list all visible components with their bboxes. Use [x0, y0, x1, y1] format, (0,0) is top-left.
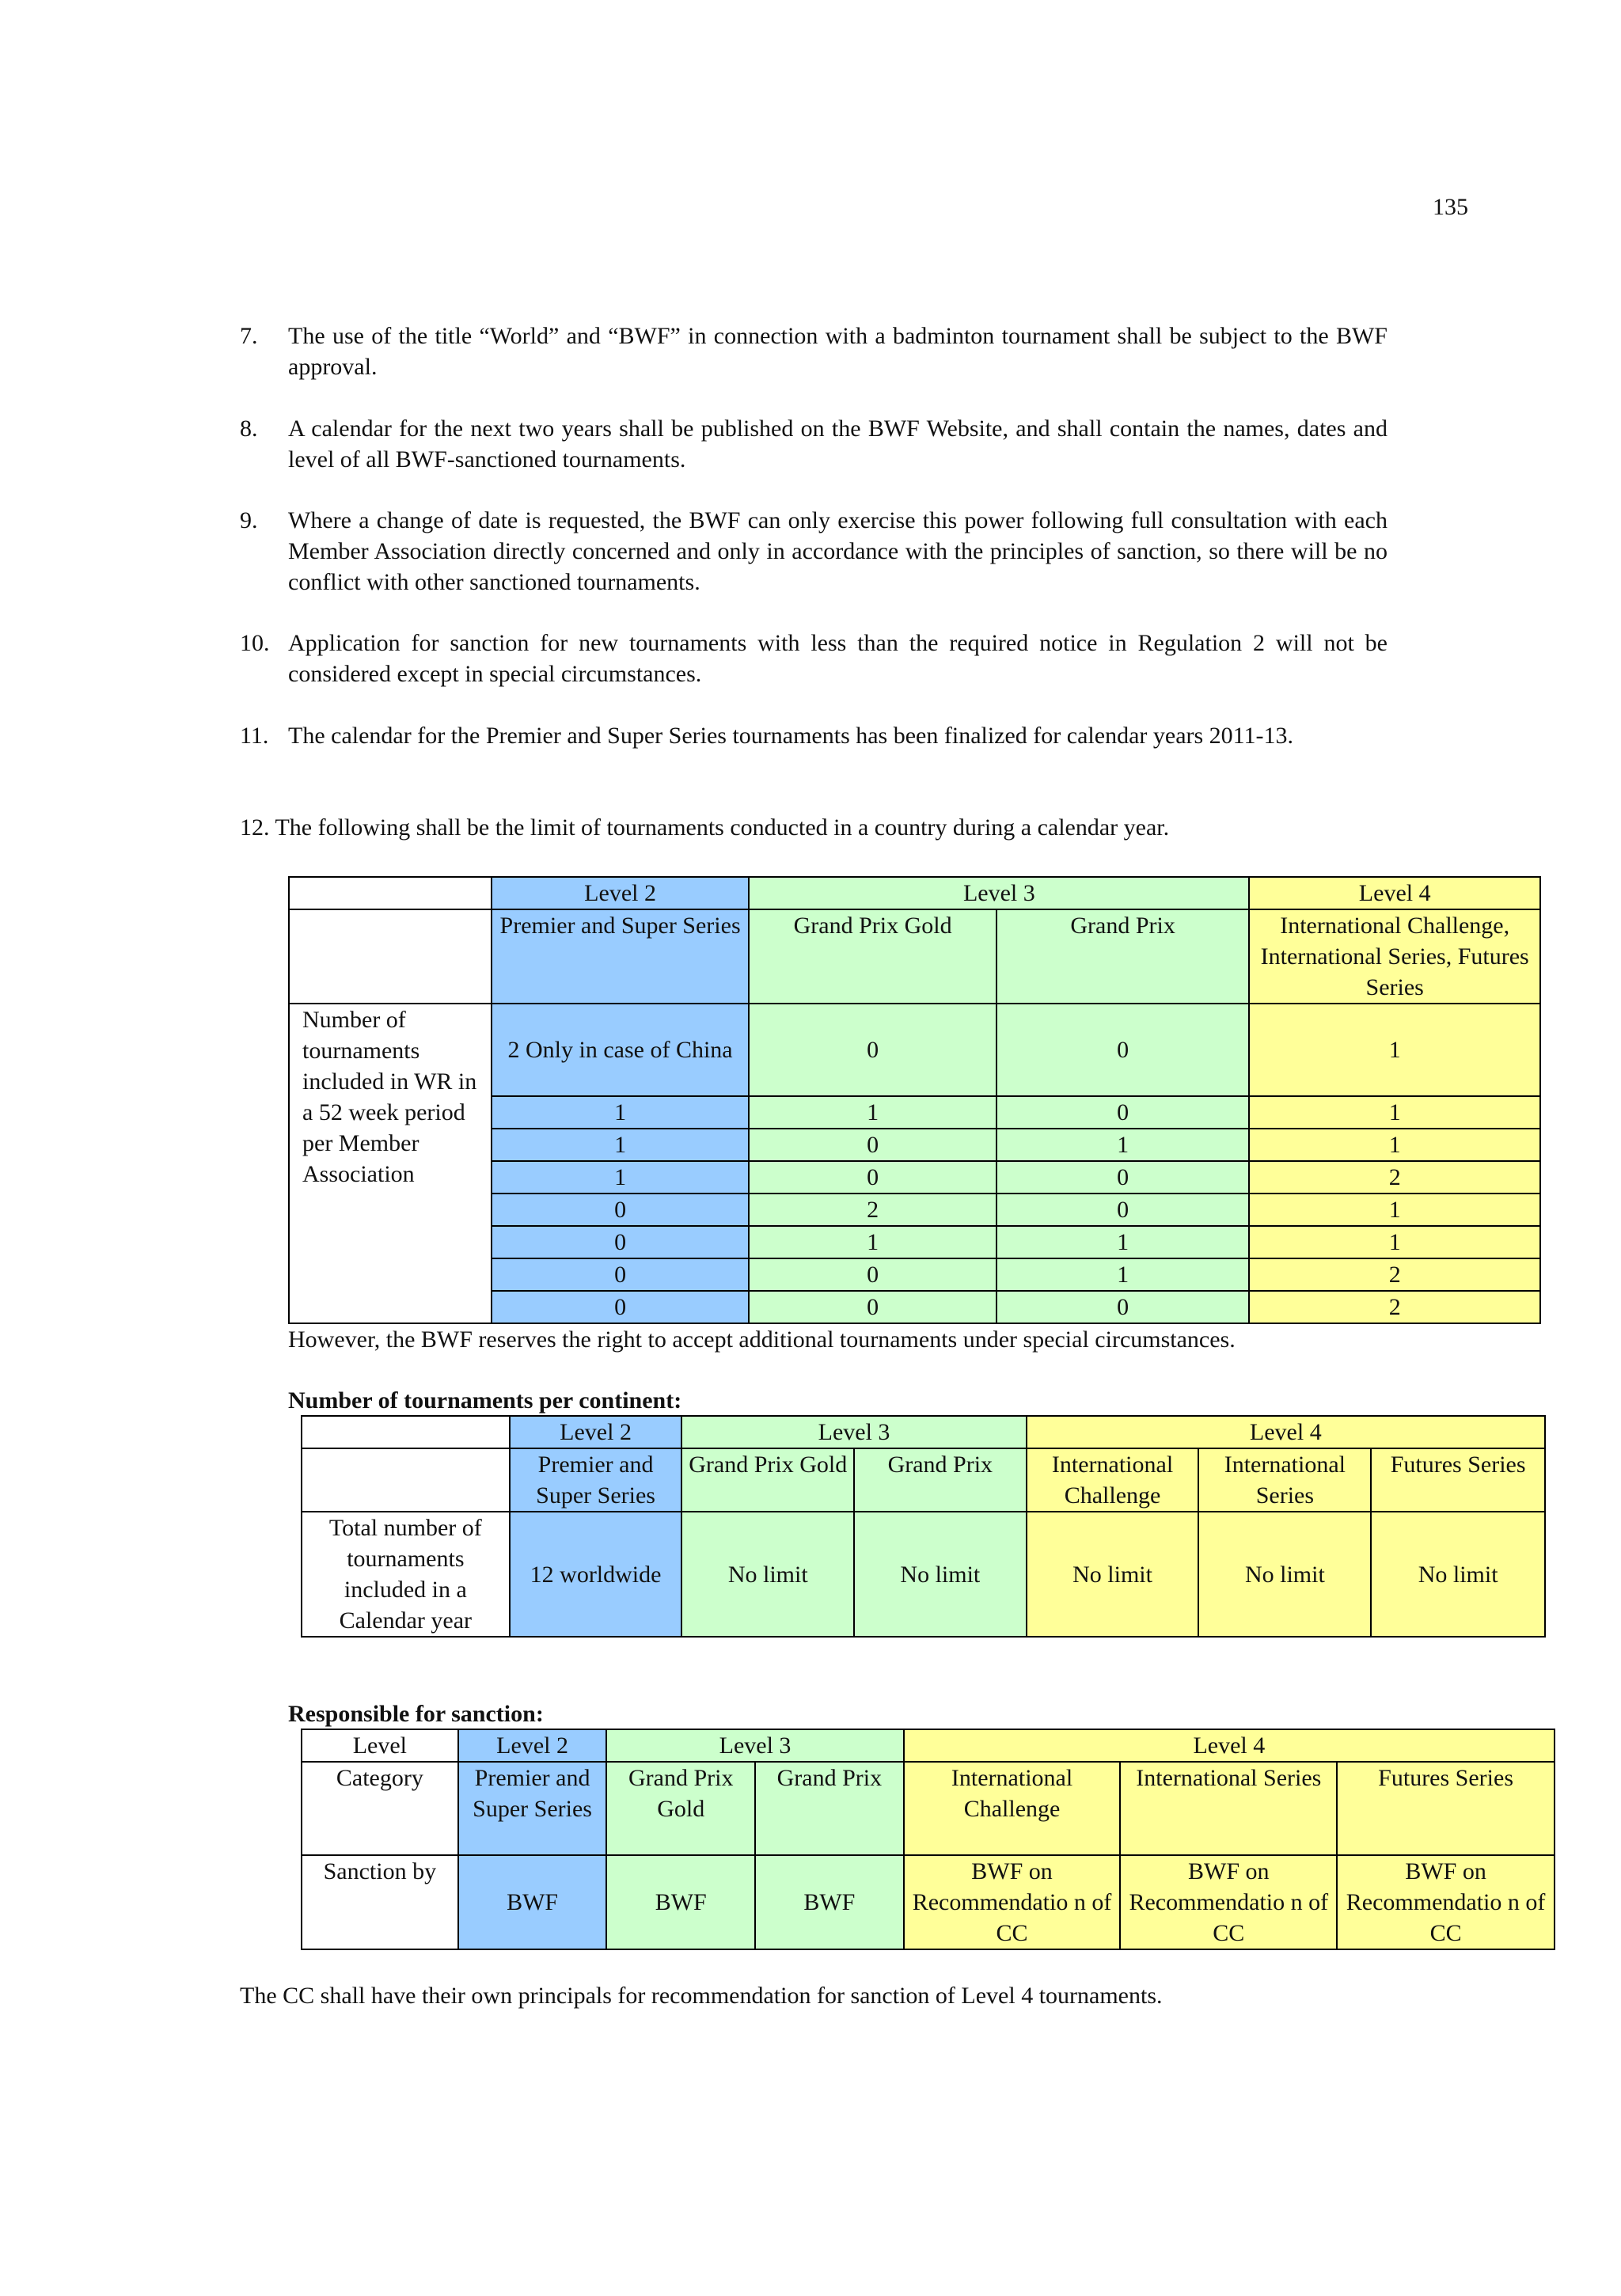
list-item [240, 720, 1388, 751]
level-2-header: Level 2 [458, 1729, 607, 1762]
category-international-series: International Series [1198, 1448, 1371, 1512]
section-heading: Responsible for sanction: [288, 1701, 544, 1727]
item-number: 11. [240, 723, 269, 749]
table-cell: 1 [749, 1096, 997, 1129]
category-grand-prix: Grand Prix [997, 909, 1250, 1004]
list-item [240, 812, 1388, 843]
list-item [240, 505, 1388, 598]
level-3-header: Level 3 [681, 1416, 1026, 1448]
table-cell: 0 [997, 1096, 1250, 1129]
item-text: Where a change of date is requested, the BWF can only exercise this power following full consultation with each Member Association directly concerned and only in accordance with the principles of sanction, so there will be no conflict with other sanctioned tournaments. [288, 507, 1388, 595]
category-international-challenge: International Challenge [904, 1762, 1121, 1855]
category-grand-prix-gold: Grand Prix Gold [681, 1448, 854, 1512]
table-cell: 0 [749, 1004, 997, 1096]
level-4-header: Level 4 [1249, 877, 1540, 909]
table-cell: 1 [492, 1096, 750, 1129]
table-cell: No limit [1027, 1512, 1199, 1637]
category-international-challenge: International Challenge [1027, 1448, 1199, 1512]
category-grand-prix-gold: Grand Prix Gold [606, 1762, 755, 1855]
row-label: Total number of tournaments included in a Calendar year [302, 1512, 510, 1637]
category-grand-prix: Grand Prix [854, 1448, 1027, 1512]
table-cell: No limit [1371, 1512, 1545, 1637]
table-cell: BWF [755, 1855, 904, 1949]
table-note: However, the BWF reserves the right to accept additional tournaments under special circumstances. [288, 1326, 1236, 1353]
category-premier: Premier and Super Series [458, 1762, 607, 1855]
table-cell: 0 [492, 1291, 750, 1323]
table-cell: 1 [1249, 1226, 1540, 1258]
table-cell: BWF on Recommendatio n of CC [1337, 1855, 1555, 1949]
table-corner-cell [302, 1416, 510, 1448]
table-cell: No limit [681, 1512, 854, 1637]
row-label: Number of tournaments included in WR in a 52 week period per Member Association [289, 1004, 492, 1323]
table-cell: 1 [749, 1226, 997, 1258]
item-text: The calendar for the Premier and Super Series tournaments has been finalized for calendar years 2011-13. [288, 723, 1294, 749]
table-cell: 2 [1249, 1258, 1540, 1291]
table-blank-cell [289, 909, 492, 1004]
table-blank-cell [302, 1448, 510, 1512]
section-heading: Number of tournaments per continent: [288, 1387, 682, 1414]
table-cell: 2 [1249, 1161, 1540, 1194]
table-cell: 12 worldwide [510, 1512, 682, 1637]
table-cell: 0 [997, 1161, 1250, 1194]
category-level-4: International Challenge, International Series, Futures Series [1249, 909, 1540, 1004]
page-number: 135 [1433, 194, 1468, 220]
table-cell: 0 [749, 1161, 997, 1194]
item-number: 9. [240, 507, 258, 533]
table-cell: 0 [492, 1226, 750, 1258]
category-futures-series: Futures Series [1337, 1762, 1555, 1855]
category-premier: Premier and Super Series [492, 909, 750, 1004]
table-cell: 0 [997, 1194, 1250, 1226]
list-item [240, 413, 1388, 475]
item-text: 12. The following shall be the limit of tournaments conducted in a country during a calendar year. [240, 814, 1170, 841]
table-cell: BWF on Recommendatio n of CC [1120, 1855, 1337, 1949]
item-text: A calendar for the next two years shall be published on the BWF Website, and shall contain the names, dates and level of all BWF-sanctioned tournaments. [288, 416, 1388, 472]
item-number: 8. [240, 416, 258, 442]
table-cell: 0 [997, 1004, 1250, 1096]
level-2-header: Level 2 [510, 1416, 682, 1448]
table-cell: 1 [997, 1258, 1250, 1291]
table-cell: 1 [1249, 1004, 1540, 1096]
table-cell: 0 [492, 1194, 750, 1226]
category-grand-prix: Grand Prix [755, 1762, 904, 1855]
list-item [240, 628, 1388, 689]
sanction-label: Sanction by [302, 1855, 458, 1949]
table-cell: No limit [854, 1512, 1027, 1637]
table-cell: 1 [1249, 1194, 1540, 1226]
table-cell: 1 [492, 1129, 750, 1161]
table-cell: 1 [1249, 1129, 1540, 1161]
category-international-series: International Series [1120, 1762, 1337, 1855]
table-cell: 0 [492, 1258, 750, 1291]
table-cell: BWF [458, 1855, 607, 1949]
list-item [240, 321, 1388, 382]
table-cell: BWF on Recommendatio n of CC [904, 1855, 1121, 1949]
table-cell: 2 Only in case of China [492, 1004, 750, 1096]
table-cell: 0 [997, 1291, 1250, 1323]
item-text: The use of the title “World” and “BWF” in connection with a badminton tournament shall be subject to the BWF approval. [288, 323, 1388, 380]
item-number: 10. [240, 630, 270, 656]
level-2-header: Level 2 [492, 877, 750, 909]
table-cell: 1 [492, 1161, 750, 1194]
table-cell: 1 [997, 1226, 1250, 1258]
table-corner-cell [289, 877, 492, 909]
table-cell: 0 [749, 1129, 997, 1161]
item-number: 7. [240, 323, 258, 349]
category-premier: Premier and Super Series [510, 1448, 682, 1512]
table-cell: 0 [749, 1258, 997, 1291]
category-grand-prix-gold: Grand Prix Gold [749, 909, 997, 1004]
table-cell: BWF [606, 1855, 755, 1949]
category-futures-series: Futures Series [1371, 1448, 1545, 1512]
category-label: Category [302, 1762, 458, 1855]
continent-table [301, 1415, 1546, 1638]
level-4-header: Level 4 [904, 1729, 1555, 1762]
table-cell: 2 [1249, 1291, 1540, 1323]
table-cell: 0 [749, 1291, 997, 1323]
footer-paragraph: The CC shall have their own principals for recommendation for sanction of Level 4 tournaments. [240, 1983, 1163, 2009]
table-cell: 1 [997, 1129, 1250, 1161]
level-3-header: Level 3 [606, 1729, 903, 1762]
level-label: Level [302, 1729, 458, 1762]
item-text: Application for sanction for new tournaments with less than the required notice in Regulation 2 will not be considered except in special circumstances. [288, 630, 1388, 687]
level-3-header: Level 3 [749, 877, 1249, 909]
level-4-header: Level 4 [1027, 1416, 1545, 1448]
tournament-limit-table [288, 876, 1541, 1324]
sanction-table [301, 1729, 1555, 1950]
table-cell: No limit [1198, 1512, 1371, 1637]
table-cell: 2 [749, 1194, 997, 1226]
table-cell: 1 [1249, 1096, 1540, 1129]
